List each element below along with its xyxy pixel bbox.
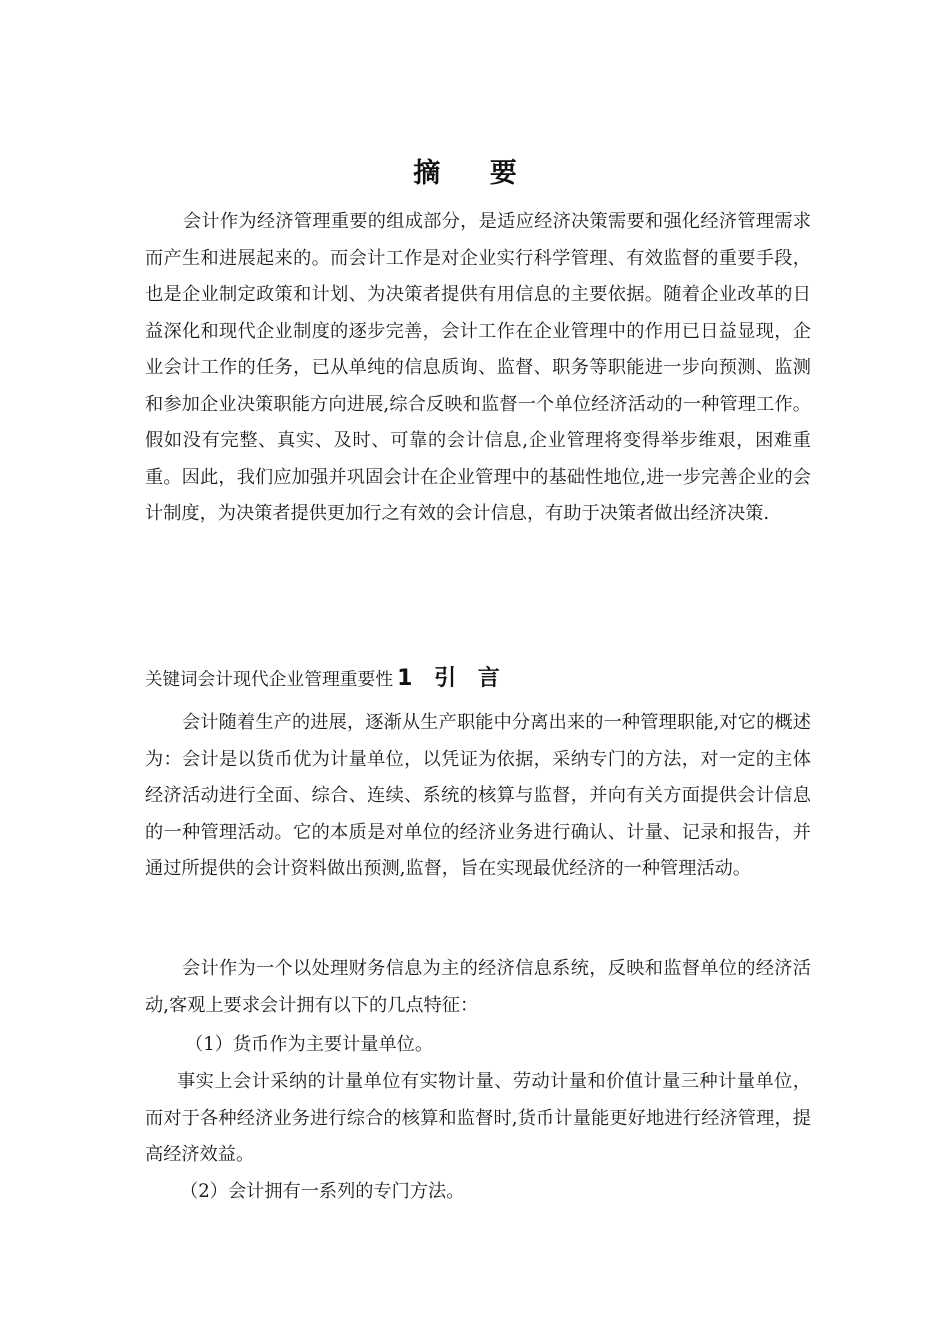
abstract-paragraph: 会计作为经济管理重要的组成部分，是适应经济决策需要和强化经济管理需求而产生和进展起来的。而会计工作是对企业实行科学管理、有效监督的重要手段，也是企业制定政策和计划、为决策者提供有用信息的主要依据。随着企业改革的日益深化和现代企业制度的逐步完善，会计工作在企业管理中的作用已日益显现，企业会计工作的任务，已从单纯的信息质询、监督、职务等职能进一步向预测、监测和参加企业决策职能方向进展,综合反映和监督一个单位经济活动的一种管理工作。假如没有完整、真实、及时、可靠的会计信息,企业管理将变得举步维艰，困难重重。因此，我们应加强并巩固会计在企业管理中的基础性地位,进一步完善企业的会计制度，为决策者提供更加行之有效的会计信息，有助于决策者做出经济决策. [145,211,811,524]
keywords-label: 关键词 [145,670,198,690]
list-item-text-1: 事实上会计采纳的计量单位有实物计量、劳动计量和价值计量三种计量单位，而对于各种经济业务进行综合的核算和监督时,货币计量能更好地进行经济管理，提高经济效益。 [145,1071,811,1165]
introduction-paragraph-2: 会计作为一个以处理财务信息为主的经济信息系统，反映和监督单位的经济活动,客观上要求会计拥有以下的几点特征： [145,958,811,1016]
list-item-heading-2: （2）会计拥有一系列的专门方法。 [180,1181,465,1202]
page-title: 摘 要 [413,158,537,189]
list-item-heading-1: （1）货币作为主要计量单位。 [185,1034,434,1055]
section-heading-introduction: 1 引 言 [397,666,507,691]
keywords-line [145,661,811,698]
introduction-paragraph-1: 会计随着生产的进展，逐渐从生产职能中分离出来的一种管理职能,对它的概述为：会计是以货币优为计量单位，以凭证为依据，采纳专门的方法，对一定的主体经济活动进行全面、综合、连续、系统的核算与监督，并向有关方面提供会计信息的一种管理活动。它的本质是对单位的经济业务进行确认、计量、记录和报告，并通过所提供的会计资料做出预测,监督，旨在实现最优经济的一种管理活动。 [145,712,811,879]
keywords-text: 会计现代企业管理重要性 [197,669,394,690]
